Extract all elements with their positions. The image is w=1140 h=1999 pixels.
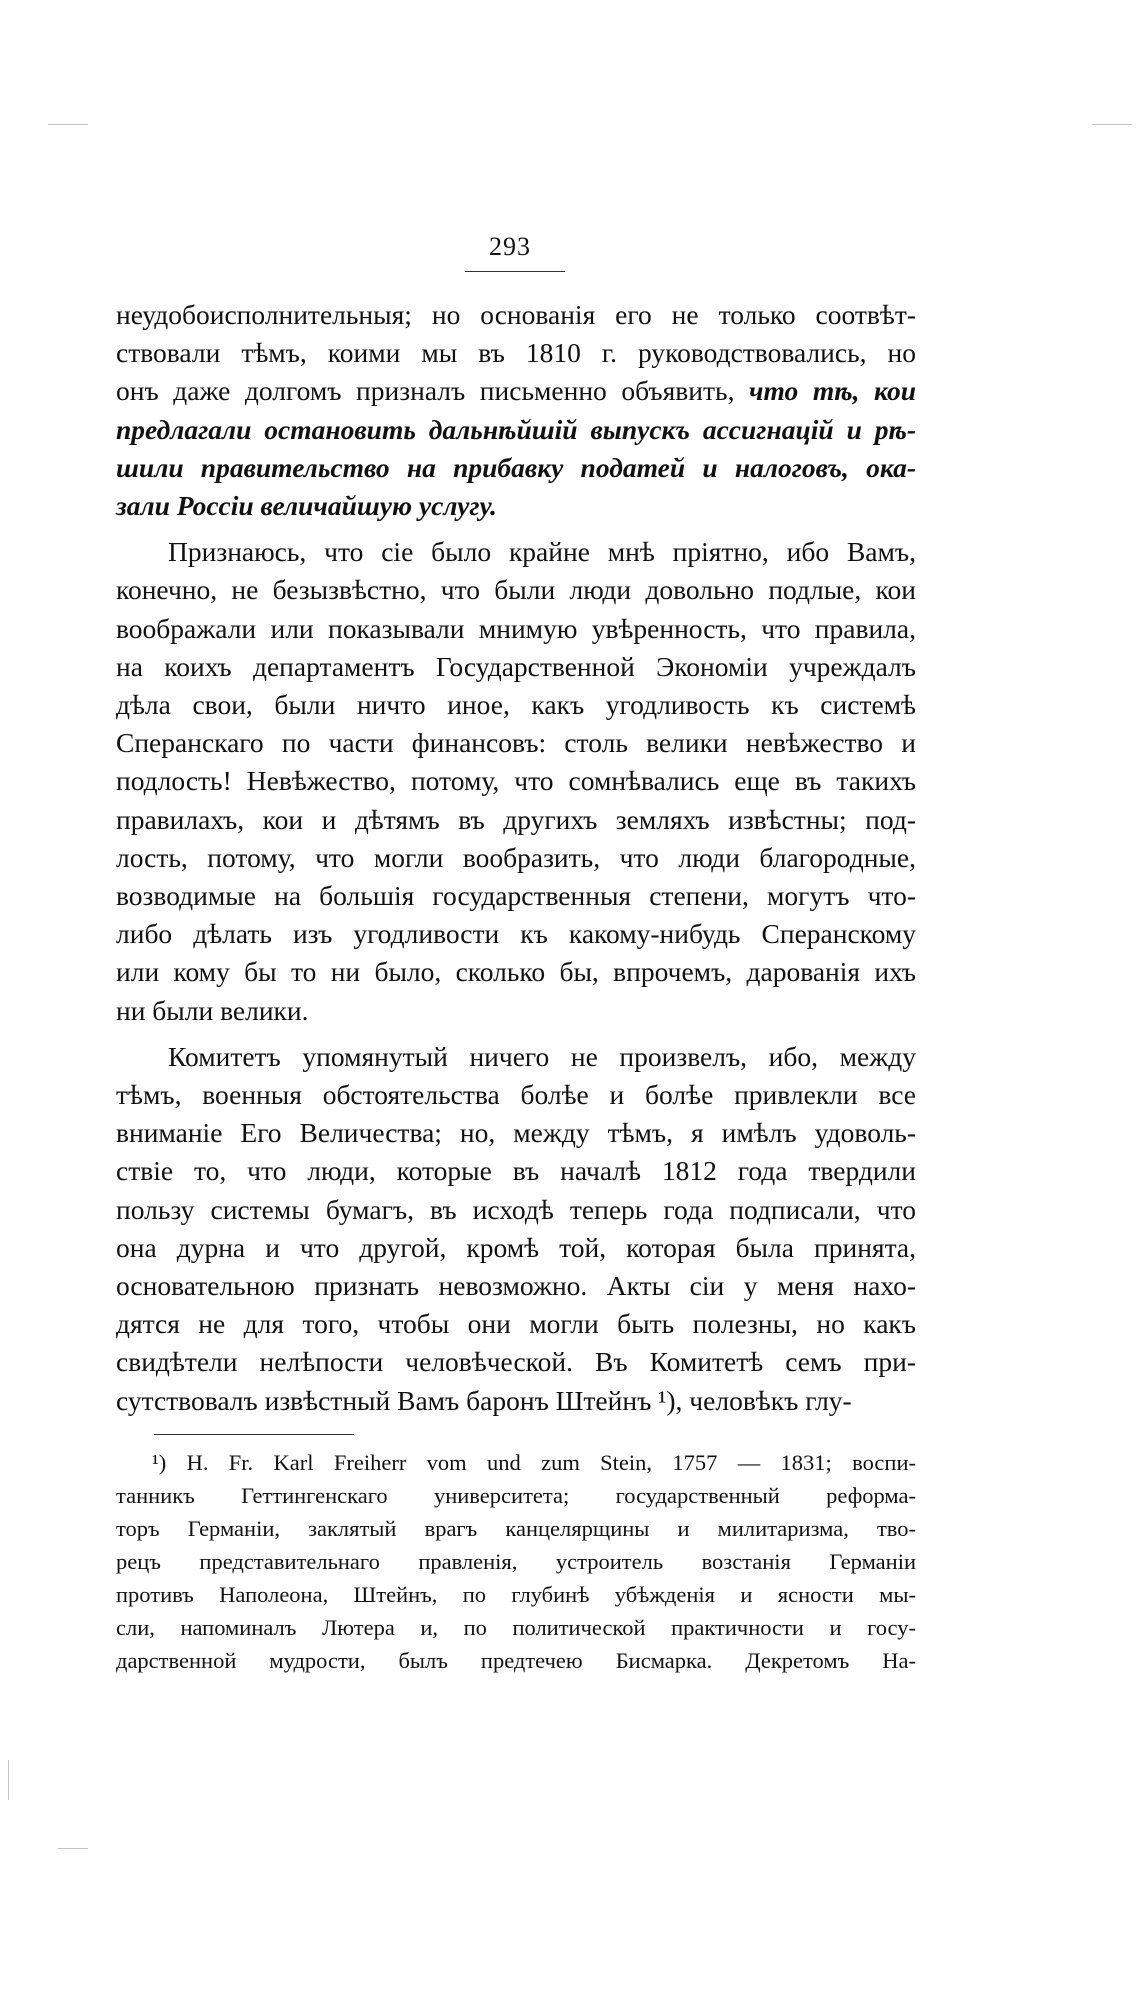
scan-mark	[8, 1760, 9, 1800]
text-line: ствовали тѣмъ, коими мы въ 1810 г. руководствовались, но	[116, 337, 916, 369]
text-line: на коихъ департаментъ Государственной Экономіи учреждалъ	[116, 650, 916, 682]
footnote-text: торъ Германіи, заклятый врагъ канцелярщины и милитаризма, тво-	[116, 1516, 916, 1541]
footnote-marker: ¹)	[152, 1450, 187, 1475]
text-line: лость, потому, что могли вообразить, что люди благородные,	[116, 841, 916, 873]
footnote-text: H. Fr. Karl Freiherr vom und zum Stein, 1757 — 1831; воспи-	[186, 1450, 916, 1475]
text-line: тѣмъ, военныя обстоятельства болѣе и болѣе привлекли все	[116, 1079, 916, 1111]
text-line: свидѣтели нелѣпости человѣческой. Въ Комитетѣ семъ при-	[116, 1346, 916, 1378]
footnote-text: танникъ Геттингенскаго университета; государственный реформа-	[116, 1483, 916, 1508]
footnote-line	[116, 1479, 916, 1512]
text-line: сутствовалъ извѣстный Вамъ баронъ Штейнъ ¹), человѣкъ глу-	[116, 1384, 852, 1416]
text-line: она дурна и что другой, кромѣ той, которая была принята,	[116, 1231, 916, 1263]
footnote	[116, 1446, 916, 1677]
text-line: воображали или показывали мнимую увѣренность, что правила,	[116, 612, 916, 644]
main-text	[116, 296, 916, 1420]
text-line: дѣла свои, были ничто иное, какъ угодливость къ системѣ	[116, 689, 916, 721]
footnote-text: противъ Наполеона, Штейнъ, по глубинѣ убѣжденія и ясности мы-	[116, 1582, 916, 1607]
scan-mark	[1092, 124, 1132, 125]
paragraph-1	[116, 296, 916, 525]
text-line: подлость! Невѣжество, потому, что сомнѣвались еще въ такихъ	[116, 765, 916, 797]
text-line: правилахъ, кои и дѣтямъ въ другихъ земляхъ извѣстны; под-	[116, 803, 916, 835]
text-line: пользу системы бумагъ, въ исходѣ теперь года подписали, что	[116, 1193, 916, 1225]
page-number-underline	[465, 271, 565, 272]
text-line: либо дѣлать изъ угодливости къ какому-нибудь Сперанскому	[116, 918, 916, 950]
text-line: вниманіе Его Величества; но, между тѣмъ, я имѣлъ удоволь-	[116, 1117, 916, 1149]
text-line: неудобоисполнительныя; но основанія его не только соотвѣт-	[116, 299, 916, 330]
text-line: ни были велики.	[116, 994, 309, 1026]
text-line: Сперанскаго по части финансовъ: столь велики невѣжество и	[116, 727, 916, 759]
scan-mark	[48, 124, 88, 125]
text-line: зали Россіи величайшую услугу.	[116, 490, 497, 522]
footnote-text: сли, напоминалъ Лютера и, по политической практичности и госу-	[116, 1615, 916, 1640]
text-line: или кому бы то ни было, сколько бы, впрочемъ, дарованія ихъ	[116, 956, 916, 988]
paragraph-2	[116, 533, 916, 1030]
footnote-line	[116, 1611, 916, 1644]
footnote-line	[116, 1446, 916, 1479]
paragraph-3	[116, 1038, 916, 1420]
text-line: дятся не для того, чтобы они могли быть полезны, но какъ	[116, 1308, 916, 1340]
footnote-text: рецъ представительнаго правленія, устроитель возстанія Германіи	[116, 1549, 916, 1574]
footnote-separator	[154, 1434, 354, 1435]
text-line: Признаюсь, что сіе было крайне мнѣ пріятно, ибо Вамъ,	[168, 536, 916, 568]
footnote-line	[116, 1578, 916, 1611]
footnote-line	[116, 1512, 916, 1545]
page-number: 293	[489, 232, 531, 261]
footnote-text: дарственной мудрости, былъ предтечею Бисмарка. Декретомъ На-	[116, 1648, 916, 1673]
text-line: возводимые на большія государственныя степени, могутъ что-	[116, 880, 916, 912]
text-line: ствіе то, что люди, которые въ началѣ 1812 года твердили	[116, 1155, 916, 1187]
text-line: Комитетъ упомянутый ничего не произвелъ, ибо, между	[168, 1040, 916, 1072]
text-line: шили правительство на прибавку податей и налоговъ, ока-	[116, 451, 916, 483]
text-line: основательною признать невозможно. Акты сіи у меня нахо-	[116, 1270, 916, 1302]
text-line: конечно, не безызвѣстно, что были люди довольно подлые, кои	[116, 574, 916, 606]
footnote-line	[116, 1545, 916, 1578]
scan-mark	[58, 1848, 88, 1849]
text-line: онъ даже долгомъ призналъ письменно объявить, что тѣ, кои	[116, 375, 916, 407]
footnote-line	[116, 1644, 916, 1677]
text-line: предлагали остановить дальнѣйшій выпускъ ассигнацій и рѣ-	[116, 413, 916, 445]
